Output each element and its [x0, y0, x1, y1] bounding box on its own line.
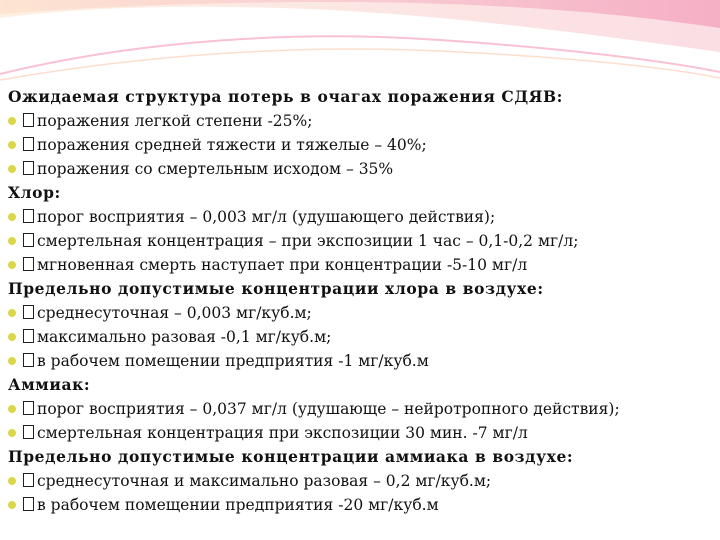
bullet-text: смертельная концентрация – при экспозиции 1 час – 0,1-0,2 мг/л; [37, 232, 579, 250]
bullet-item [8, 253, 718, 277]
bullet-dot-icon [8, 309, 16, 317]
bullet-text: поражения со смертельным исходом – 35% [37, 160, 394, 178]
missing-glyph-box-icon [23, 113, 34, 127]
missing-glyph-box-icon [23, 305, 34, 319]
bullet-dot-icon [8, 501, 16, 509]
bullet-dot-icon [8, 141, 16, 149]
bullet-dot-icon [8, 405, 16, 413]
missing-glyph-box-icon [23, 329, 34, 343]
missing-glyph-box-icon [23, 473, 34, 487]
bullet-item [8, 469, 718, 493]
bullet-item [8, 133, 718, 157]
bullet-dot-icon [8, 357, 16, 365]
section-heading: Аммиак: [8, 375, 91, 394]
bullet-text: поражения средней тяжести и тяжелые – 40%; [37, 136, 427, 154]
missing-glyph-box-icon [23, 209, 34, 223]
bullet-dot-icon [8, 165, 16, 173]
bullet-text: максимально разовая -0,1 мг/куб.м; [37, 328, 332, 346]
bullet-text: в рабочем помещении предприятия -20 мг/куб.м [37, 496, 439, 514]
missing-glyph-box-icon [23, 137, 34, 151]
bullet-text: в рабочем помещении предприятия -1 мг/куб.м [37, 352, 429, 370]
bullet-item [8, 157, 718, 181]
bullet-item [8, 397, 718, 421]
missing-glyph-box-icon [23, 401, 34, 415]
bullet-dot-icon [8, 117, 16, 125]
bullet-item [8, 325, 718, 349]
bullet-text: порог восприятия – 0,037 мг/л (удушающе – нейротропного действия); [37, 400, 620, 418]
missing-glyph-box-icon [23, 161, 34, 175]
bullet-dot-icon [8, 429, 16, 437]
missing-glyph-box-icon [23, 233, 34, 247]
missing-glyph-box-icon [23, 497, 34, 511]
bullet-text: смертельная концентрация при экспозиции 30 мин. -7 мг/л [37, 424, 528, 442]
missing-glyph-box-icon [23, 425, 34, 439]
bullet-item [8, 421, 718, 445]
bullet-item [8, 205, 718, 229]
bullet-item [8, 301, 718, 325]
bullet-text: мгновенная смерть наступает при концентрации -5-10 мг/л [37, 256, 528, 274]
bullet-text: среднесуточная – 0,003 мг/куб.м; [37, 304, 312, 322]
decorative-header-swoosh [0, 0, 720, 90]
bullet-dot-icon [8, 333, 16, 341]
bullet-dot-icon [8, 261, 16, 269]
bullet-dot-icon [8, 237, 16, 245]
bullet-dot-icon [8, 477, 16, 485]
bullet-item [8, 109, 718, 133]
slide-body [8, 85, 718, 517]
missing-glyph-box-icon [23, 353, 34, 367]
missing-glyph-box-icon [23, 257, 34, 271]
section-heading: Предельно допустимые концентрации аммиака в воздухе: [8, 447, 574, 466]
bullet-item [8, 349, 718, 373]
bullet-text: порог восприятия – 0,003 мг/л (удушающего действия); [37, 208, 496, 226]
section-heading: Ожидаемая структура потерь в очагах поражения СДЯВ: [8, 87, 563, 106]
bullet-item [8, 229, 718, 253]
section-heading: Предельно допустимые концентрации хлора в воздухе: [8, 279, 544, 298]
bullet-text: поражения легкой степени -25%; [37, 112, 313, 130]
bullet-text: среднесуточная и максимально разовая – 0,2 мг/куб.м; [37, 472, 492, 490]
bullet-item [8, 493, 718, 517]
section-heading: Хлор: [8, 183, 61, 202]
bullet-dot-icon [8, 213, 16, 221]
